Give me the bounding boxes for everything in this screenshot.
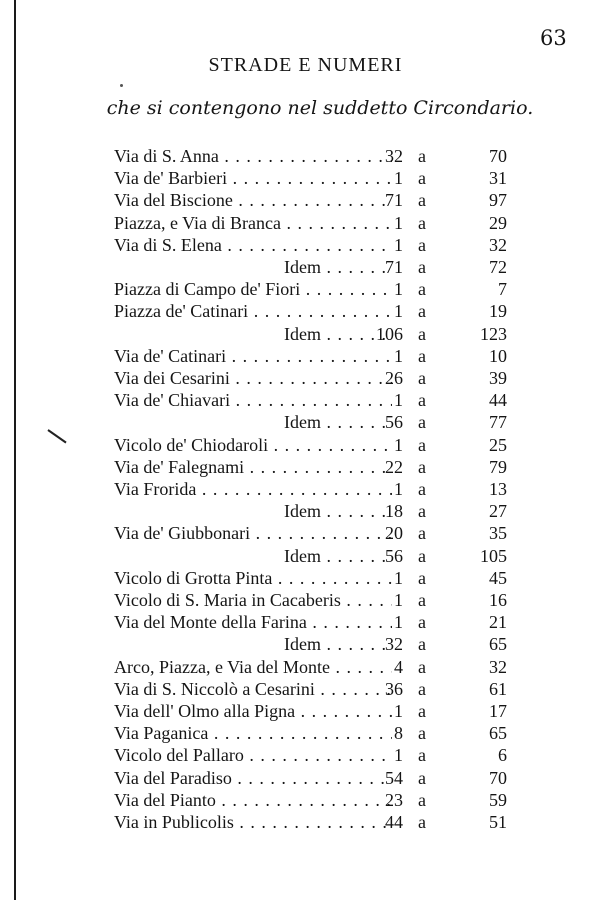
street-name: Piazza, e Via di Branca . . . <box>114 212 392 234</box>
page-number: 63 <box>540 26 567 50</box>
house-number-from: 1 <box>394 745 403 766</box>
index-row <box>0 678 611 700</box>
range-connector: a <box>418 723 426 744</box>
house-number-to: 70 <box>489 146 507 166</box>
street-name: Vicolo di S. Maria in Cacaberis . . . <box>114 589 392 611</box>
index-row <box>0 700 611 722</box>
house-number-from: 1 <box>394 234 403 255</box>
index-row <box>0 367 611 389</box>
house-number-from: 1 <box>394 590 403 610</box>
house-number-to: 32 <box>489 234 507 255</box>
page-title: STRADE E NUMERI <box>208 54 403 76</box>
index-row <box>0 189 611 211</box>
house-number-from: 18 <box>385 501 403 522</box>
street-name: Via del Monte della Farina . . . <box>114 611 392 633</box>
house-number-to: 79 <box>489 456 507 477</box>
house-number-from: 71 <box>385 190 403 211</box>
index-row-idem <box>0 500 611 522</box>
index-row <box>0 234 611 256</box>
index-row <box>0 611 611 633</box>
range-connector: a <box>418 345 426 366</box>
house-number-to: 25 <box>489 434 507 455</box>
index-row-idem <box>0 323 611 345</box>
house-number-from: 26 <box>385 368 403 388</box>
street-name: Idem . . . <box>284 500 392 522</box>
street-name: Via Frorida . . . <box>114 478 392 500</box>
house-number-from: 1 <box>394 567 403 588</box>
house-number-from: 23 <box>385 789 403 810</box>
house-number-from: 44 <box>385 812 403 832</box>
street-name: Vicolo de' Chiodaroli . . . <box>114 434 392 456</box>
range-connector: a <box>418 656 426 677</box>
house-number-to: 51 <box>489 812 507 832</box>
house-number-from: 1 <box>394 279 403 300</box>
range-connector: a <box>418 523 426 544</box>
range-connector: a <box>418 501 426 522</box>
house-number-to: 17 <box>489 701 507 721</box>
house-number-to: 6 <box>498 745 507 766</box>
range-connector: a <box>418 301 426 322</box>
house-number-to: 61 <box>489 678 507 699</box>
range-connector: a <box>418 257 426 277</box>
index-row <box>0 767 611 789</box>
street-name: Idem . . . <box>284 633 392 655</box>
range-connector: a <box>418 812 426 832</box>
house-number-to: 72 <box>489 257 507 277</box>
range-connector: a <box>418 545 426 566</box>
index-row <box>0 300 611 322</box>
street-name: Via del Paradiso . . . <box>114 767 392 789</box>
street-name: Via dell' Olmo alla Pigna . . . <box>114 700 392 722</box>
house-number-to: 105 <box>480 545 507 566</box>
range-connector: a <box>418 279 426 300</box>
range-connector: a <box>418 767 426 788</box>
index-row <box>0 722 611 744</box>
ink-speck <box>120 84 123 87</box>
street-name: Via de' Barbieri . . . <box>114 167 392 189</box>
street-name: Vicolo del Pallaro . . . <box>114 744 392 766</box>
house-number-from: 56 <box>385 412 403 433</box>
house-number-to: 21 <box>489 612 507 633</box>
house-number-from: 106 <box>376 323 403 344</box>
house-number-to: 123 <box>480 323 507 344</box>
index-row <box>0 522 611 544</box>
range-connector: a <box>418 789 426 810</box>
house-number-from: 1 <box>394 479 403 499</box>
house-number-to: 45 <box>489 567 507 588</box>
house-number-from: 22 <box>385 456 403 477</box>
street-name: Via di S. Anna . . . <box>114 145 392 167</box>
index-row <box>0 478 611 500</box>
house-number-to: 65 <box>489 634 507 655</box>
house-number-from: 56 <box>385 545 403 566</box>
house-number-to: 31 <box>489 168 507 189</box>
house-number-from: 1 <box>394 612 403 633</box>
index-row <box>0 589 611 611</box>
range-connector: a <box>418 368 426 388</box>
house-number-from: 1 <box>394 345 403 366</box>
range-connector: a <box>418 634 426 655</box>
house-number-to: 16 <box>489 590 507 610</box>
index-row <box>0 789 611 811</box>
range-connector: a <box>418 612 426 633</box>
street-name: Vicolo di Grotta Pinta . . . <box>114 567 392 589</box>
house-number-from: 1 <box>394 168 403 189</box>
street-name: Via de' Falegnami . . . <box>114 456 392 478</box>
index-row <box>0 744 611 766</box>
house-number-from: 1 <box>394 301 403 322</box>
index-row <box>0 456 611 478</box>
house-number-from: 54 <box>385 767 403 788</box>
house-number-from: 8 <box>394 723 403 744</box>
house-number-to: 39 <box>489 368 507 388</box>
index-row <box>0 434 611 456</box>
index-row <box>0 167 611 189</box>
house-number-from: 36 <box>385 678 403 699</box>
street-name: Via de' Catinari . . . <box>114 345 392 367</box>
street-name: Via del Biscione . . . <box>114 189 392 211</box>
street-name: Piazza de' Catinari . . . <box>114 300 392 322</box>
house-number-to: 65 <box>489 723 507 744</box>
house-number-to: 19 <box>489 301 507 322</box>
index-row <box>0 212 611 234</box>
house-number-to: 35 <box>489 523 507 544</box>
house-number-to: 10 <box>489 345 507 366</box>
street-name: Via in Publicolis . . . <box>114 811 392 833</box>
house-number-to: 70 <box>489 767 507 788</box>
street-name: Idem . . . <box>284 256 392 278</box>
street-name: Via Paganica . . . <box>114 722 392 744</box>
index-row <box>0 278 611 300</box>
street-name: Idem . . . <box>284 411 392 433</box>
index-row <box>0 811 611 833</box>
street-name: Via di S. Niccolò a Cesarini . . . <box>114 678 392 700</box>
range-connector: a <box>418 323 426 344</box>
street-name: Via del Pianto . . . <box>114 789 392 811</box>
range-connector: a <box>418 390 426 411</box>
range-connector: a <box>418 479 426 499</box>
house-number-from: 71 <box>385 257 403 277</box>
house-number-from: 32 <box>385 146 403 166</box>
page-subtitle: che si contengono nel suddetto Circondario. <box>106 97 534 119</box>
range-connector: a <box>418 190 426 211</box>
range-connector: a <box>418 701 426 721</box>
street-name: Idem . . . <box>284 545 392 567</box>
street-name: Via de' Giubbonari . . . <box>114 522 392 544</box>
range-connector: a <box>418 168 426 189</box>
house-number-from: 1 <box>394 434 403 455</box>
range-connector: a <box>418 146 426 166</box>
index-row <box>0 389 611 411</box>
house-number-to: 32 <box>489 656 507 677</box>
index-row-idem <box>0 633 611 655</box>
house-number-from: 20 <box>385 523 403 544</box>
range-connector: a <box>418 567 426 588</box>
house-number-from: 32 <box>385 634 403 655</box>
range-connector: a <box>418 456 426 477</box>
range-connector: a <box>418 590 426 610</box>
house-number-from: 4 <box>394 656 403 677</box>
range-connector: a <box>418 212 426 233</box>
house-number-from: 1 <box>394 701 403 721</box>
street-name: Arco, Piazza, e Via del Monte . . . <box>114 656 392 678</box>
house-number-to: 59 <box>489 789 507 810</box>
street-name: Via de' Chiavari . . . <box>114 389 392 411</box>
range-connector: a <box>418 412 426 433</box>
house-number-to: 44 <box>489 390 507 411</box>
range-connector: a <box>418 234 426 255</box>
street-name: Via dei Cesarini . . . <box>114 367 392 389</box>
house-number-from: 1 <box>394 212 403 233</box>
house-number-to: 13 <box>489 479 507 499</box>
index-row <box>0 656 611 678</box>
index-row <box>0 345 611 367</box>
house-number-to: 27 <box>489 501 507 522</box>
range-connector: a <box>418 678 426 699</box>
house-number-to: 7 <box>498 279 507 300</box>
street-name: Idem . . . <box>284 323 392 345</box>
index-row-idem <box>0 411 611 433</box>
house-number-to: 97 <box>489 190 507 211</box>
house-number-to: 29 <box>489 212 507 233</box>
index-row-idem <box>0 545 611 567</box>
house-number-to: 77 <box>489 412 507 433</box>
index-row-idem <box>0 256 611 278</box>
street-name: Via di S. Elena . . . <box>114 234 392 256</box>
house-number-from: 1 <box>394 390 403 411</box>
range-connector: a <box>418 434 426 455</box>
index-row <box>0 145 611 167</box>
index-row <box>0 567 611 589</box>
range-connector: a <box>418 745 426 766</box>
street-name: Piazza di Campo de' Fiori . . . <box>114 278 392 300</box>
